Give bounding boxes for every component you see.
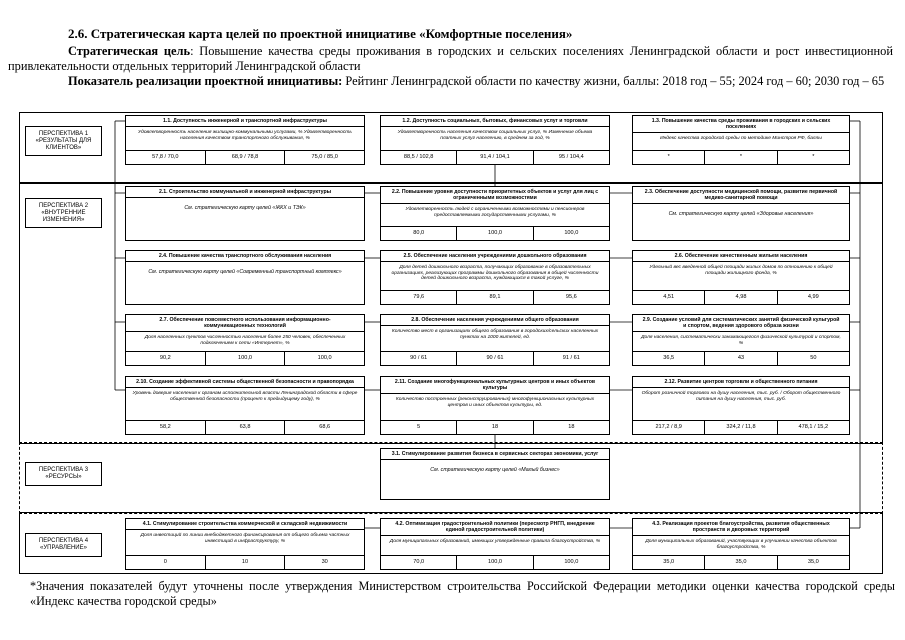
goal-value: 75,0 / 85,0 — [311, 154, 338, 160]
goal-2-9 — [632, 314, 850, 366]
goal-value: 35,0 — [705, 556, 777, 569]
perspective-4-label: ПЕРСПЕКТИВА 4 «УПРАВЛЕНИЕ» — [25, 533, 102, 557]
goal-1-2 — [380, 115, 610, 165]
goal-value: 43 — [705, 352, 777, 365]
goal-value: 79,6 — [381, 291, 457, 304]
goal-indicator: Удовлетворенность людей с ограниченными возможностями и пенсионеров предоставляемыми государственными услугами, % — [405, 207, 585, 218]
goal-title: 3.1. Стимулирование развития бизнеса в сервисных секторах экономики, услуг — [381, 449, 609, 460]
goal-value: 100,0 — [564, 559, 579, 565]
goal-value: 30 — [321, 559, 328, 565]
goal-value: 100,0 — [317, 355, 332, 361]
goal-indicator: Доля населенных пунктов численностью населения более 250 человек, обеспеченных подключением к сети «Интернет», % — [144, 335, 346, 346]
goal-2-12 — [632, 376, 850, 435]
goal-4-3 — [632, 518, 850, 570]
goal-value: 90 / 61 — [381, 352, 457, 365]
goal-2-10 — [125, 376, 365, 435]
goal-indicator: Индекс качества городской среды по методике Минстроя РФ, баллы — [660, 136, 822, 141]
goal-2-5 — [380, 250, 610, 305]
goal-reference: См. стратегическую карту целей «Здоровье населения» — [668, 211, 814, 217]
goal-2-4 — [125, 250, 365, 305]
goal-title: 2.10. Создание эффективной системы общественной безопасности и правопорядка — [126, 377, 364, 388]
goal-title: 2.2. Повышение уровня доступности приоритетных объектов и услуг для лиц с ограниченными возможностями — [381, 187, 609, 204]
goal-indicator: Доля населения, систематически занимающегося физической культурой и спортом, % — [641, 335, 841, 346]
goal-value: 35,0 — [807, 559, 819, 565]
goal-value: 217,2 / 8,9 — [633, 421, 705, 434]
strategic-goal-label: Стратегическая цель — [68, 44, 191, 58]
goal-title: 2.4. Повышение качества транспортного обслуживания населения — [126, 251, 364, 262]
goal-title: 2.6. Обеспечение качественным жильем населения — [633, 251, 849, 262]
goal-value: 90,2 — [126, 352, 206, 365]
goal-4-2 — [380, 518, 610, 570]
goal-2-6 — [632, 250, 850, 305]
goal-title: 2.12. Развитие центров торговли и общественного питания — [633, 377, 849, 388]
goal-title: 1.2. Доступность социальных, бытовых, финансовых услуг и торговли — [381, 116, 609, 127]
goal-1-3 — [632, 115, 850, 165]
goal-title: 2.11. Создание многофункциональных культурных центров и иных объектов культуры — [381, 377, 609, 394]
goal-indicator: Доля инвестиций по линии внебюджетного финансирования от общего объема частных инвестиций в инфраструктуру, % — [140, 533, 350, 544]
goal-value: 91,4 / 104,1 — [457, 151, 533, 164]
goal-value: 4,99 — [807, 294, 819, 300]
goal-reference: См. стратегическую карту целей «ЖКХ и ТЭК» — [184, 205, 306, 211]
goal-title: 4.2. Оптимизация градостроительной политики (пересмотр РНГП, внедрение единой градостроительной политики) — [381, 519, 609, 536]
goal-value: 324,2 / 11,8 — [705, 421, 777, 434]
goal-2-7 — [125, 314, 365, 366]
goal-indicator: Доля муниципальных образований, имеющих утвержденные правила благоустройства, % — [389, 539, 601, 544]
goal-value: 36,5 — [633, 352, 705, 365]
goal-reference: См. стратегическую карту целей «Малый бизнес» — [430, 467, 560, 473]
goal-value: 100,0 — [457, 556, 533, 569]
goal-indicator: Оборот розничной торговли на душу населения, тыс. руб. / Оборот общественного питания на душу населения, тыс. руб. — [641, 391, 841, 402]
goal-value: 95 / 104,4 — [558, 154, 584, 160]
goal-2-3 — [632, 186, 850, 241]
goal-value: 100,0 — [457, 227, 533, 240]
goal-3-1 — [380, 448, 610, 500]
goal-value: 68,9 / 78,8 — [206, 151, 286, 164]
goal-value: 478,1 / 15,2 — [798, 424, 829, 430]
goal-2-11 — [380, 376, 610, 435]
goal-value: 95,6 — [565, 294, 577, 300]
goal-indicator: Удовлетворенность населения качеством социальных услуг, % Изменение объема платных услуг населению, в среднем за год, % — [397, 130, 593, 141]
indicator-text: Рейтинг Ленинградской области по качеству жизни, баллы: 2018 год – 55; 2024 год – 60; 2030 год – 65 — [342, 74, 885, 88]
perspective-3-label: ПЕРСПЕКТИВА 3 «РЕСУРСЫ» — [25, 462, 102, 486]
goal-value: 4,51 — [633, 291, 705, 304]
goal-indicator: Уровень доверия населения к органам исполнительной власти Ленинградской области в сфере общественной безопасности (процент к предыдущему году), % — [132, 391, 358, 402]
goal-title: 2.7. Обеспечение повсеместного использования информационно-коммуникационных технологий — [126, 315, 364, 332]
goal-value: * — [705, 151, 777, 164]
goal-value: * — [812, 154, 815, 160]
goal-value: 0 — [126, 556, 206, 569]
goal-title: 2.5. Обеспечение населения учреждениями дошкольного образования — [381, 251, 609, 262]
goal-indicator: Удовлетворенность населения жилищно-коммунальными услугами, % Удовлетворенность населения качеством транспортного обслуживания, % — [138, 130, 352, 141]
goal-value: 18 — [457, 421, 533, 434]
footnote: *Значения показателей будут уточнены после утверждения Министерством строительства Российской Федерации методики оценки качества городской среды «Индекс качества городской среды» — [30, 579, 895, 608]
goal-value: 5 — [381, 421, 457, 434]
goal-indicator: Количество построенных (реконструированных) многофункциональных культурных центров и иных объектов культуры, ед. — [395, 397, 595, 408]
goal-value: 70,0 — [381, 556, 457, 569]
goal-title: 4.1. Стимулирование строительства коммерческой и складской недвижимости — [126, 519, 364, 530]
goal-indicator: Доля муниципальных образований, участвующих в улучшении качества объектов благоустройства, % — [645, 539, 837, 550]
goal-title: 2.9. Создание условий для систематических занятий физической культурой и спортом, ведения здорового образа жизни — [633, 315, 849, 332]
goal-1-1 — [125, 115, 365, 165]
perspective-1-label: ПЕРСПЕКТИВА 1 «РЕЗУЛЬТАТЫ ДЛЯ КЛИЕНТОВ» — [25, 126, 102, 156]
goal-value: 80,0 — [381, 227, 457, 240]
goal-value: 88,5 / 102,8 — [381, 151, 457, 164]
perspective-2-label: ПЕРСПЕКТИВА 2 «ВНУТРЕННИЕ ИЗМЕНЕНИЯ» — [25, 198, 102, 228]
goal-value: 68,6 — [319, 424, 331, 430]
goal-title: 2.3. Обеспечение доступности медицинской помощи, развитие первичной медико-санитарной помощи — [633, 187, 849, 204]
section-title: 2.6. Стратегическая карта целей по проектной инициативе «Комфортные поселения» — [68, 26, 573, 41]
strategic-goal-text: : Повышение качества среды проживания в городских и сельских поселениях Ленинградской области и рост инвестиционной привлекательности отдельных территорий Ленинградской области — [8, 44, 893, 73]
goal-value: 91 / 61 — [562, 355, 580, 361]
goal-value: 63,8 — [206, 421, 286, 434]
goal-value: 50 — [810, 355, 817, 361]
goal-value: 58,2 — [126, 421, 206, 434]
goal-2-2 — [380, 186, 610, 241]
goal-indicator: Количество мест в организациях общего образования в городских/сельских населенных пунктах на 1000 жителей, ед. — [391, 329, 599, 340]
goal-value: 10 — [206, 556, 286, 569]
goal-title: 2.1. Строительство коммунальной и инженерной инфраструктуры — [126, 187, 364, 198]
goal-title: 1.1. Доступность инженерной и транспортной инфраструктуры — [126, 116, 364, 127]
goal-2-8 — [380, 314, 610, 366]
goal-4-1 — [125, 518, 365, 570]
goal-value: 100,0 — [564, 230, 579, 236]
goal-2-1 — [125, 186, 365, 241]
goal-indicator: Доля детей дошкольного возраста, получающих образование в образовательных организациях, реализующих программы дошкольного образования в общей численности детей дошкольного возраста, нуждающихся в такой услуге, % — [391, 265, 599, 282]
goal-value: * — [633, 151, 705, 164]
goal-reference: См. стратегическую карту целей «Современный транспортный комплекс» — [148, 269, 342, 275]
goal-value: 100,0 — [206, 352, 286, 365]
goal-value: 89,1 — [457, 291, 533, 304]
goal-value: 35,0 — [633, 556, 705, 569]
goal-title: 4.3. Реализация проектов благоустройства, развития общественных пространств и дворовых территорий — [633, 519, 849, 536]
indicator-label: Показатель реализации проектной инициативы: — [68, 74, 343, 88]
goal-value: 57,8 / 70,0 — [126, 151, 206, 164]
goal-value: 90 / 61 — [457, 352, 533, 365]
goal-value: 18 — [568, 424, 575, 430]
goal-indicator: Удельный вес введенной общей площади жилых домов по отношению к общей площади жилищного фонда, % — [649, 265, 833, 276]
goal-title: 1.3. Повышение качества среды проживания в городских и сельских поселениях — [633, 116, 849, 133]
goal-title: 2.8. Обеспечение населения учреждениями общего образования — [381, 315, 609, 326]
goal-value: 4,98 — [705, 291, 777, 304]
